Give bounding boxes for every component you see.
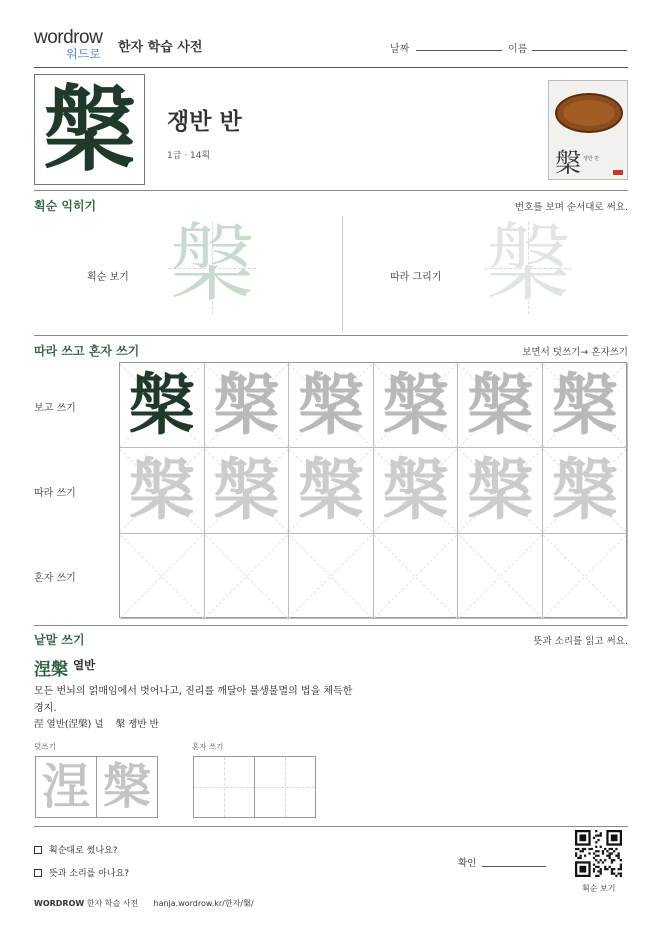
name-label: 이름 (508, 44, 528, 55)
model-character: 槃 (128, 366, 195, 445)
practice-cell[interactable] (205, 363, 290, 448)
trace-character: 槃 (551, 451, 618, 530)
word-self-box-2[interactable] (254, 756, 316, 818)
practice-cell[interactable] (543, 363, 628, 448)
trace-character: 槃 (297, 451, 364, 530)
main-character-box (34, 74, 145, 185)
part2-text: 쟁반 반 (128, 719, 159, 730)
practice-cell[interactable] (120, 448, 205, 533)
practice-section-title: 따라 쓰고 혼자 쓰기 (34, 344, 140, 358)
stroke-order-diagram[interactable] (168, 215, 256, 314)
confirm-field[interactable] (482, 866, 546, 867)
practice-cell[interactable] (374, 363, 459, 448)
logo-wordmark: wordrow (34, 27, 103, 48)
meaning-sound: 쟁반 반 (167, 109, 242, 135)
checkbox[interactable] (34, 869, 42, 877)
row-label-trace: 따라 쓰기 (34, 488, 76, 499)
footer-url[interactable]: hanja.wordrow.kr/한자/槃/ (153, 899, 254, 908)
trace-character: 槃 (297, 366, 364, 445)
stroke-trace-diagram[interactable] (484, 215, 572, 314)
row-label-self: 혼자 쓰기 (34, 573, 76, 584)
trace-character: 槃 (467, 366, 534, 445)
stroke-view-label: 획순 보기 (87, 272, 129, 283)
qr-code[interactable] (575, 830, 622, 877)
header-divider (34, 67, 628, 68)
stroke-order-character: 槃 (170, 215, 255, 313)
practice-cell[interactable] (289, 363, 374, 448)
photo-character: 槃 (555, 149, 582, 179)
logo-korean: 워드로 (66, 47, 101, 61)
part2-char: 槃 (115, 719, 126, 730)
practice-cell[interactable] (543, 534, 628, 619)
checklist-item-1[interactable] (34, 843, 118, 856)
word-trace-box-2[interactable] (96, 756, 158, 818)
trace-character: 槃 (382, 451, 449, 530)
date-label: 날짜 (390, 44, 410, 55)
checklist-text: 뜻과 소리를 아나요? (49, 869, 130, 879)
practice-cell[interactable] (205, 534, 290, 619)
practice-cell[interactable] (543, 448, 628, 533)
brand-suffix: 한자 학습 사전 (86, 899, 139, 908)
practice-cell[interactable] (289, 448, 374, 533)
trace-character: 槃 (213, 366, 280, 445)
tray-photo (548, 80, 628, 180)
practice-cell[interactable] (205, 448, 290, 533)
stroke-trace-label: 따라 그리기 (390, 272, 442, 283)
stroke-divider (342, 216, 343, 330)
footer-brand (34, 898, 254, 909)
word-trace-char: 槃 (102, 759, 151, 815)
confirm-label: 확인 (458, 858, 477, 869)
part1-char: 涅 (34, 719, 44, 730)
word-self-box-1[interactable] (193, 756, 255, 818)
brand-name: WORDROW (34, 899, 85, 908)
tray-image (555, 93, 623, 133)
word-self-label: 혼자 쓰기 (192, 742, 224, 751)
word-korean: 열반 (73, 658, 96, 672)
word-section-title: 낱말 쓰기 (34, 633, 85, 647)
stroke-section-title: 획순 익히기 (34, 199, 97, 213)
trace-character: 槃 (213, 451, 280, 530)
photo-caption: 쟁반 반 (583, 156, 600, 162)
word-trace-label: 덧쓰기 (34, 742, 56, 751)
checkbox[interactable] (34, 846, 42, 854)
divider (34, 826, 628, 827)
part1-text: 열반(涅槃) 녈 (46, 719, 104, 730)
word-hanja: 涅槃 (34, 660, 68, 680)
practice-cell[interactable] (458, 534, 543, 619)
photo-tag (613, 170, 623, 175)
practice-cell[interactable] (374, 448, 459, 533)
main-character: 槃 (43, 75, 136, 184)
divider (34, 190, 628, 191)
word-definition: 모든 번뇌의 얽매임에서 벗어나고, 진리를 깨달아 불생불멸의 법을 체득한 경지. (34, 686, 353, 714)
stroke-trace-character: 槃 (486, 215, 571, 313)
word-section-note: 뜻과 소리를 읽고 써요. (533, 636, 628, 647)
divider (34, 335, 628, 336)
trace-character: 槃 (551, 366, 618, 445)
word-trace-box-1[interactable] (35, 756, 97, 818)
practice-cell[interactable] (289, 534, 374, 619)
wordrow-logo (34, 28, 114, 64)
trace-character: 槃 (467, 451, 534, 530)
app-title: 한자 학습 사전 (118, 40, 203, 55)
stroke-section-note: 번호를 보며 순서대로 써요. (514, 202, 628, 213)
practice-cell[interactable] (120, 534, 205, 619)
word-trace-char: 涅 (41, 759, 90, 815)
trace-character: 槃 (382, 366, 449, 445)
practice-section-note: 보면서 덧쓰기→ 혼자쓰기 (522, 347, 628, 358)
checklist-item-2[interactable] (34, 866, 129, 879)
practice-cell[interactable] (458, 363, 543, 448)
trace-character: 槃 (128, 451, 195, 530)
row-label-view: 보고 쓰기 (34, 403, 76, 414)
practice-grid (119, 362, 627, 618)
grade-strokes: 1급 · 14획 (167, 151, 211, 161)
divider (34, 625, 628, 626)
qr-label: 획순 보기 (582, 884, 616, 893)
practice-cell[interactable] (374, 534, 459, 619)
word-parts (34, 716, 159, 730)
checklist-text: 획순대로 썼나요? (49, 846, 118, 856)
practice-cell[interactable] (458, 448, 543, 533)
name-field[interactable] (532, 50, 627, 51)
practice-cell[interactable] (120, 363, 205, 448)
date-field[interactable] (416, 50, 502, 51)
